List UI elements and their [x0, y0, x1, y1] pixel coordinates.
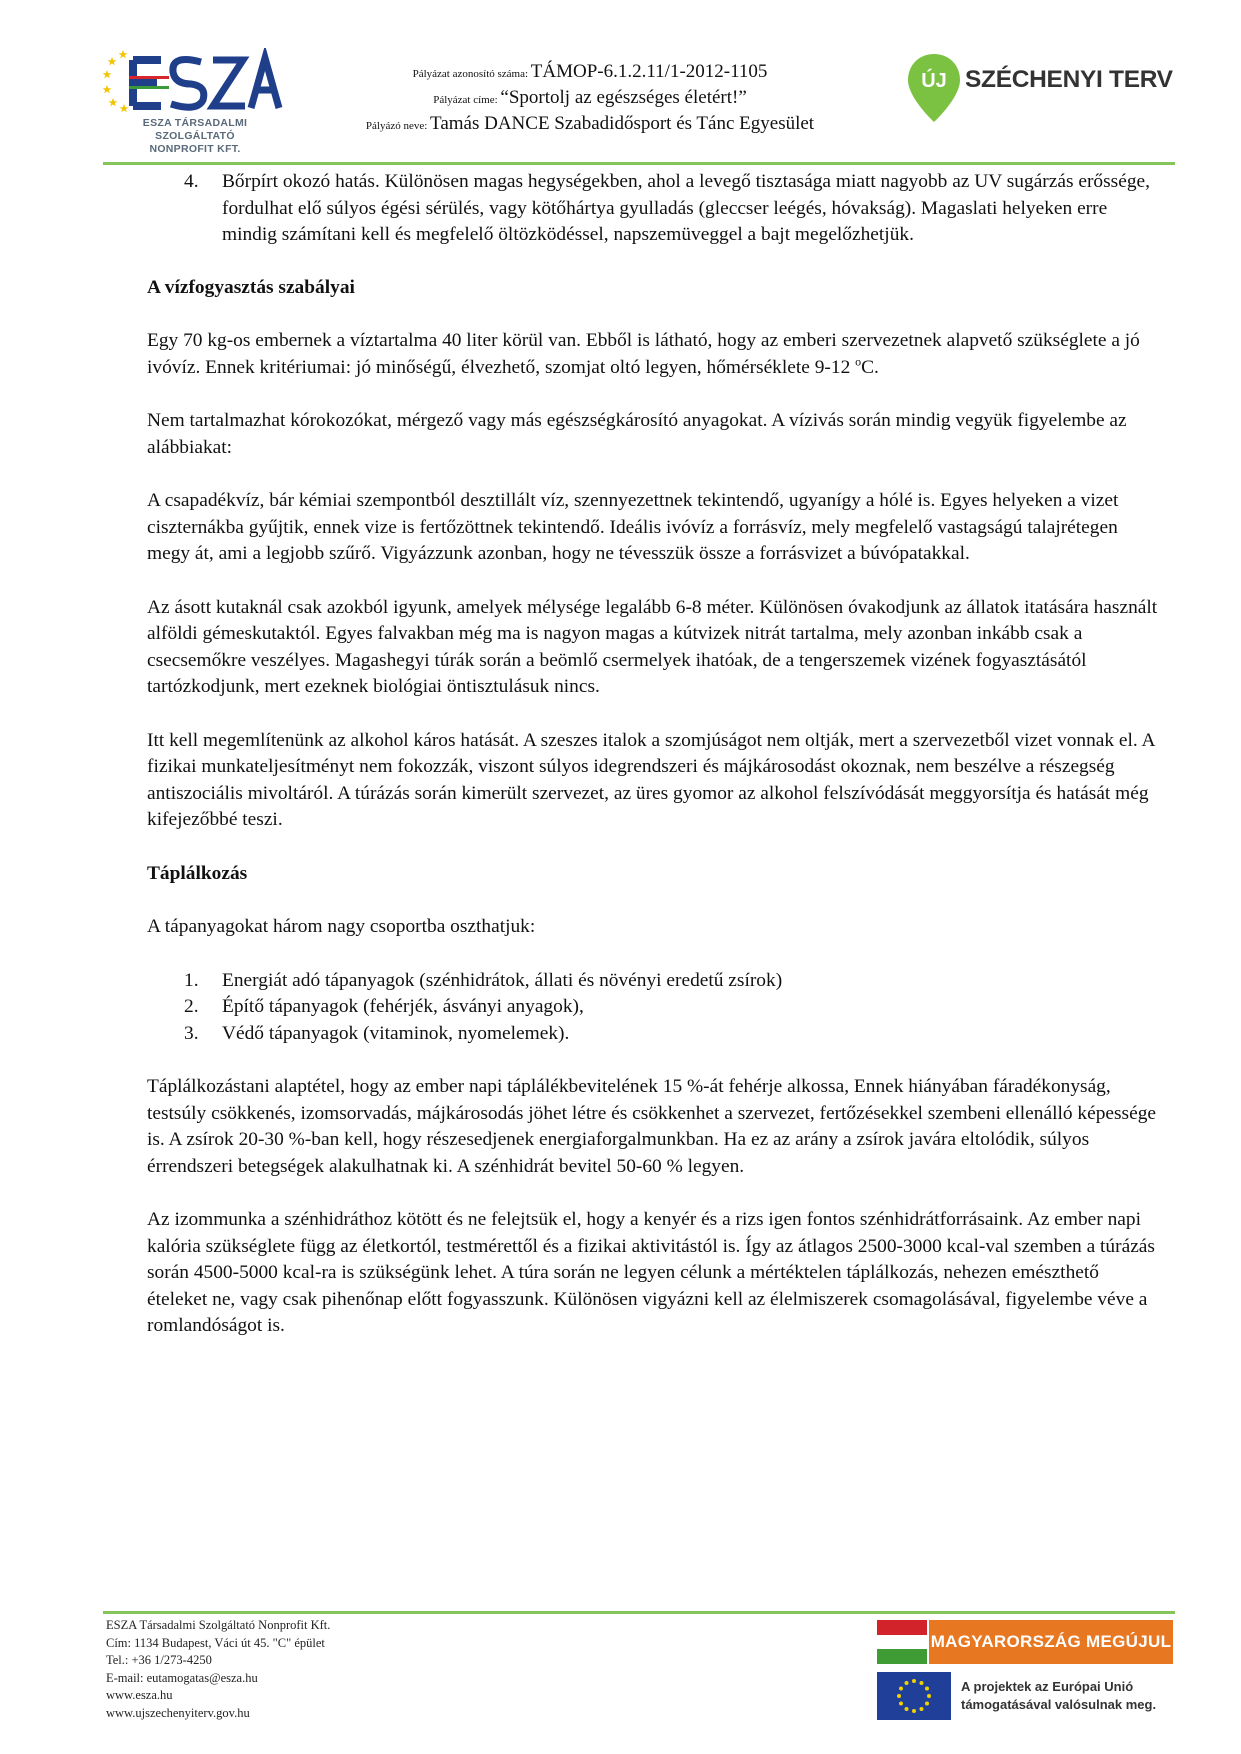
esza-star-logo-icon	[103, 48, 283, 118]
degree-superscript: o	[855, 354, 862, 369]
footer-contact	[106, 1617, 330, 1723]
magyarorszag-megujul-banner: MAGYARORSZÁG MEGÚJUL	[929, 1620, 1173, 1664]
header-divider	[103, 162, 1175, 165]
paragraph-rainwater: A csapadékvíz, bár kémiai szempontból desztillált víz, szennyezettnek tekintendő, ugyanígy a hólé is. Egyes helyeken a vizet ciszternákba gyűjtik, ennek vize is fertőzöttnek tekintendő. Ideális ivóvíz a forrásvíz, mely megfelelő vastagságú talajrétegen megy át, ami a legjobb szűrő. Vigyázzunk azonban, hogy ne tévesszük össze a forrásvizet a búvópatakkal.	[147, 490, 1119, 564]
main-content	[147, 168, 1159, 1340]
list-item-number: 1.	[184, 969, 199, 991]
footer-website: www.esza.hu	[106, 1688, 173, 1703]
paragraph-calories: Az izommunka a szénhidráthoz kötött és ne felejtsük el, hogy a kenyér és a rizs igen fontos szénhidrátforrásaink. Az ember napi kalória szükséglete függ az életkortól, testmérettől és a fizikai aktivitástól is. Így az átlagos 2500-3000 kcal-val szemben a túrázás során 4500-5000 kcal-ra is szükségünk lehet. A túra során ne legyen célunk a mértéktelen táplálkozás, nehezen emészthető ételeket ne, vagy csak pihenőnap előtt fogyasszunk. Különösen vigyázni kell az élelmiszerek csomagolásával, figyelembe véve a romlandóságot is.	[147, 1209, 1155, 1336]
paragraph-wells: Az ásott kutaknál csak azokból igyunk, amelyek mélysége legalább 6-8 méter. Különösen óvakodjunk az állatok itatására használt alföldi gémeskutaktól. Egyes falvakban még ma is nagyon magas a kútvizek nitrát tartalma, mely azonban inkább csak a csecsemőkre veszélyes. Magashegyi túrák során a beömlő csermelyek ihatóak, de a tengerszemek vizének fogyasztásától tartózkodjunk, mert ezeknek biológiai öntisztulásuk nincs.	[147, 596, 1158, 697]
logo-subtitle-line-1: ESZA TÁRSADALMI SZOLGÁLTATÓ	[142, 117, 248, 142]
heading-nutrition: Táplálkozás	[147, 862, 248, 884]
list-item-number: 3.	[184, 1022, 199, 1044]
list-item-text: Védő tápanyagok (vitaminok, nyomelemek).	[222, 1022, 570, 1044]
hungarian-flag-icon	[877, 1620, 927, 1664]
eu-text-line-2: támogatásával valósulnak meg.	[961, 1697, 1157, 1712]
eu-support-text	[961, 1678, 1156, 1714]
list-item	[147, 968, 1159, 995]
list-item-text: Bőrpírt okozó hatás. Különösen magas hegységekben, ahol a levegő tisztasága miatt nagyobb az UV sugárzás erőssége, fordulhat elő súlyos égési sérülés, vagy kötőhártya gyulladás (gleccser leégés, hóvakság). Magaslati helyeken erre mindig számítani kell és megfelelő öltözködéssel, napszemüveggel a bajt megelőzhetjük.	[222, 171, 1150, 245]
uj-badge-text: ÚJ	[921, 70, 947, 92]
footer-phone: Tel.: +36 1/273-4250	[106, 1653, 212, 1668]
logo-subtitle-line-2: NONPROFIT KFT.	[149, 143, 241, 155]
page-header	[0, 0, 1241, 165]
esza-logo	[103, 48, 283, 155]
applicant-label: Pályázó neve:	[365, 120, 431, 132]
paragraph-water-content	[147, 328, 1159, 381]
project-title-value: “Sportolj az egészséges életért!”	[500, 87, 747, 108]
project-id-label: Pályázat azonosító száma:	[412, 68, 531, 80]
list-item	[147, 1021, 1159, 1048]
list-item-text: Építő tápanyagok (fehérjék, ásványi anyagok),	[222, 996, 584, 1017]
project-id-value: TÁMOP-6.1.2.11/1-2012-1105	[530, 61, 768, 82]
eu-support-logo	[877, 1672, 1182, 1720]
list-item-4	[147, 169, 1159, 249]
nutrient-list	[147, 968, 1159, 1048]
esza-logo-subtitle	[105, 117, 285, 156]
heading-water-rules: A vízfogyasztás szabályai	[147, 276, 355, 298]
footer-website-2: www.ujszechenyiterv.gov.hu	[106, 1705, 250, 1720]
paragraph-protein-fat: Táplálkozástani alaptétel, hogy az ember napi táplálékbevitelének 15 %-át fehérje alkossa, Ennek hiányában fáradékonyság, testsúly csökkenés, izomsorvadás, májkárosodás jöhet létre és csökkenhet a szervezet, fertőzésekkel szembeni ellenálló képessége is. A zsírok 20-30 %-ban kell, hogy részesedjenek energiaforgalmunkban. Ha ez az arány a zsírok javára eltolódik, súlyos érrendszeri betegségek alakulhatnak ki. A szénhidrát bevitel 50-60 % legyen.	[147, 1076, 1157, 1177]
applicant-row	[300, 112, 880, 138]
paragraph-contaminants: Nem tartalmazhat kórokozókat, mérgező vagy más egészségkárosító anyagokat. A vízivás során mindig vegyük figyelembe az alábbiakat:	[147, 410, 1127, 458]
footer-company: ESZA Társadalmi Szolgáltató Nonprofit Kft.	[106, 1618, 331, 1632]
project-title-label: Pályázat címe:	[433, 94, 501, 106]
project-title-row	[300, 86, 880, 112]
szechenyi-terv-name: SZÉCHENYI TERV	[965, 66, 1173, 93]
footer-email: E-mail: eutamogatas@esza.hu	[106, 1670, 258, 1685]
paragraph-nutrient-groups: A tápanyagokat három nagy csoportba oszthatjuk:	[147, 916, 536, 937]
footer-divider	[103, 1611, 1175, 1614]
list-item-text: Energiát adó tápanyagok (szénhidrátok, állati és növényi eredetű zsírok)	[222, 969, 783, 991]
eu-flag-icon	[877, 1672, 951, 1720]
list-item-number: 4.	[184, 171, 199, 192]
szechenyi-terv-logo	[905, 52, 1185, 127]
uj-location-pin-icon	[905, 52, 963, 126]
eu-text-line-1: A projektek az Európai Unió	[961, 1679, 1134, 1694]
list-item	[147, 994, 1159, 1021]
list-item-number: 2.	[184, 996, 199, 1017]
applicant-value: Tamás DANCE Szabadidősport és Tánc Egyesület	[430, 113, 815, 134]
paragraph-alcohol: Itt kell megemlítenünk az alkohol káros hatását. A szeszes italok a szomjúságot nem oltják, mert a szervezetből vizet vonnak el. A fizikai munkateljesítményt nem fokozzák, viszont súlyos idegrendszeri és májkárosodást okoznak, nem beszélve a részegség antiszociális mivoltáról. A túrázás során kimerült szervezet, az üres gyomor az alkohol felszívódását meggyorsítja és hatását még kifejezőbbé teszi.	[147, 729, 1155, 830]
project-id-row	[300, 60, 880, 86]
paragraph-text: Egy 70 kg-os embernek a víztartalma 40 liter körül van. Ebből is látható, hogy az emberi szervezetnek alapvető szükséglete a jó ivóvíz. Ennek kritériumai: jó minőségű, élvezhető, szomjat oltó legyen, hőmérséklete 9-12	[147, 330, 1140, 378]
project-info	[300, 60, 880, 138]
paragraph-text-end: C.	[861, 356, 879, 378]
footer-address: Cím: 1134 Budapest, Váci út 45. "C" épület	[106, 1635, 325, 1650]
